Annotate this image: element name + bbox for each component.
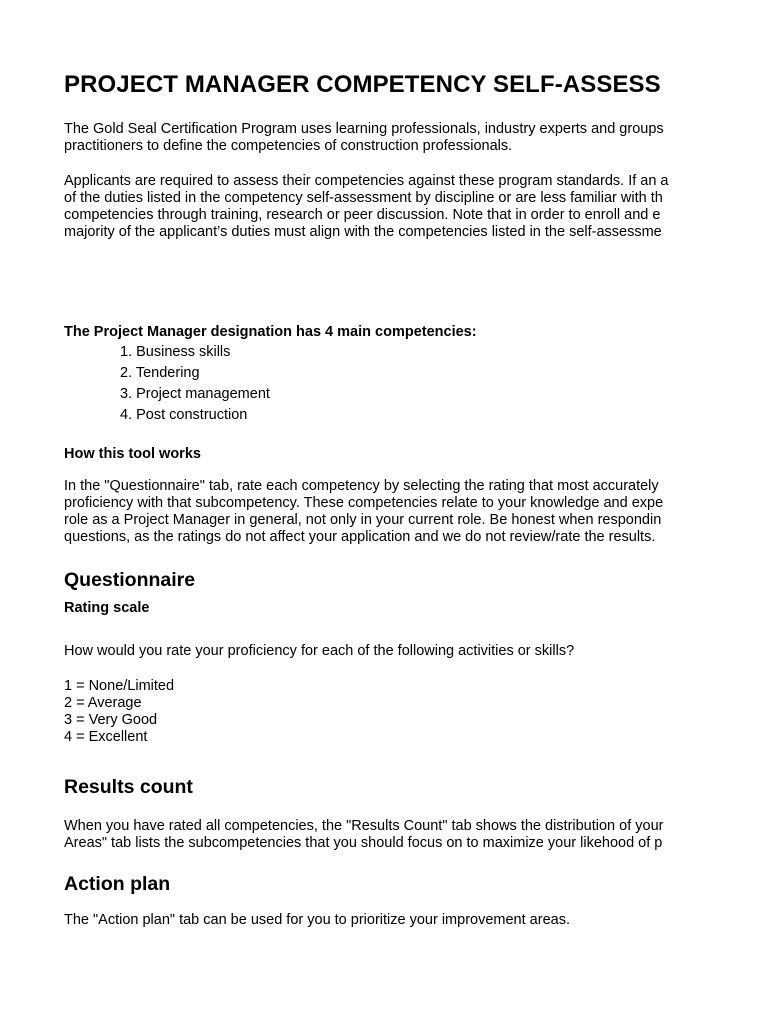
competencies-list xyxy=(120,342,270,426)
list-item: 3. Project management xyxy=(120,386,270,402)
how-it-works-line: role as a Project Manager in general, not only in your current role. Be honest when respondin xyxy=(64,512,662,528)
rating-scale-item: 4 = Excellent xyxy=(64,729,148,745)
how-it-works-heading: How this tool works xyxy=(64,446,201,462)
applicants-line: competencies through training, research or peer discussion. Note that in order to enroll and e xyxy=(64,207,661,223)
content-area xyxy=(64,0,685,1024)
results-line: When you have rated all competencies, the "Results Count" tab shows the distribution of your xyxy=(64,818,664,834)
list-item: 2. Tendering xyxy=(120,365,200,381)
rating-scale-list xyxy=(64,678,174,746)
applicants-paragraph xyxy=(64,173,669,241)
rating-scale-heading: Rating scale xyxy=(64,600,150,616)
results-count-heading: Results count xyxy=(64,776,193,798)
rating-scale-item: 3 = Very Good xyxy=(64,712,158,728)
page-title: PROJECT MANAGER COMPETENCY SELF-ASSESS xyxy=(64,71,661,98)
intro-paragraph xyxy=(64,121,664,155)
competencies-heading: The Project Manager designation has 4 main competencies: xyxy=(64,324,477,340)
applicants-line: of the duties listed in the competency self-assessment by discipline or are less familiar with th xyxy=(64,190,663,206)
applicants-line: Applicants are required to assess their competencies against these program standards. If an a xyxy=(64,173,669,189)
results-count-paragraph xyxy=(64,818,663,852)
how-it-works-line: questions, as the ratings do not affect your application and we do not review/rate the results. xyxy=(64,529,656,545)
action-plan-heading: Action plan xyxy=(64,873,171,895)
intro-line: The Gold Seal Certification Program uses learning professionals, industry experts and groups xyxy=(64,121,664,137)
action-plan-text: The "Action plan" tab can be used for you to prioritize your improvement areas. xyxy=(64,912,570,928)
how-it-works-line: In the "Questionnaire" tab, rate each competency by selecting the rating that most accurately xyxy=(64,478,659,494)
questionnaire-heading: Questionnaire xyxy=(64,569,196,591)
how-it-works-paragraph xyxy=(64,478,663,546)
applicants-line: majority of the applicant’s duties must align with the competencies listed in the self-assessme xyxy=(64,224,662,240)
rating-scale-item: 1 = None/Limited xyxy=(64,678,175,694)
results-line: Areas" tab lists the subcompetencies that you should focus on to maximize your likehood of p xyxy=(64,835,663,851)
rating-scale-item: 2 = Average xyxy=(64,695,142,711)
how-it-works-line: proficiency with that subcompetency. These competencies relate to your knowledge and expe xyxy=(64,495,664,511)
intro-line: practitioners to define the competencies of construction professionals. xyxy=(64,138,513,154)
list-item: 4. Post construction xyxy=(120,407,248,423)
rating-question: How would you rate your proficiency for each of the following activities or skills? xyxy=(64,643,575,659)
list-item: 1. Business skills xyxy=(120,344,231,360)
